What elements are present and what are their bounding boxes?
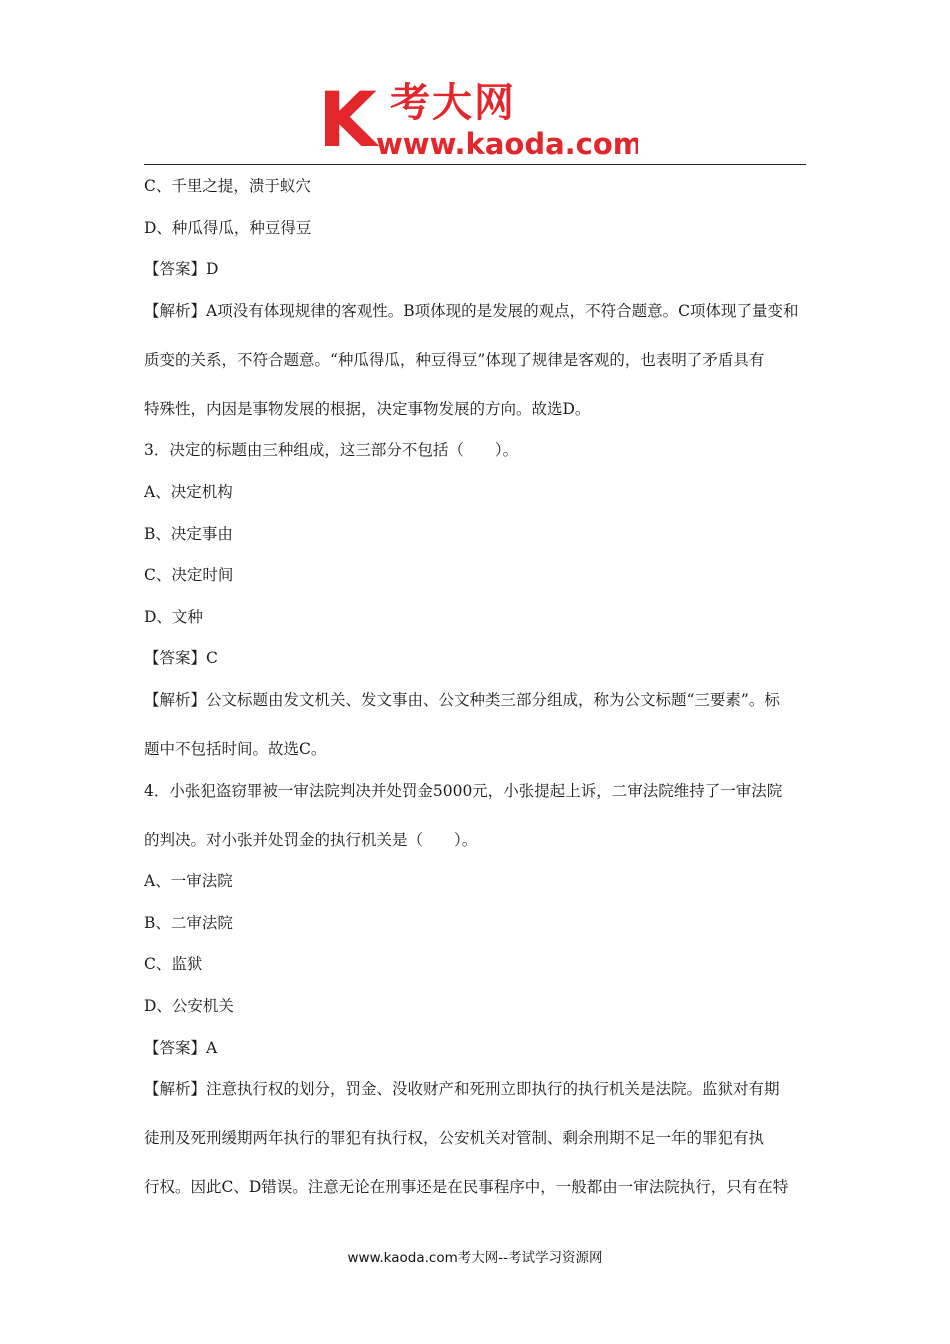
option-b: B、决定事由 bbox=[144, 524, 233, 543]
option-b: B、二审法院 bbox=[144, 913, 233, 932]
logo-url: www.kaoda.com bbox=[376, 127, 638, 160]
question-4: 4．小张犯盗窃罪被一审法院判决并处罚金5000元，小张提起上诉，二审法院维持了一审法院 bbox=[144, 781, 783, 800]
question-3: 3．决定的标题由三种组成，这三部分不包括（ ）。 bbox=[144, 441, 519, 460]
option-d: D、种瓜得瓜，种豆得豆 bbox=[144, 218, 312, 237]
logo-chinese-name: 考大网 bbox=[390, 80, 516, 126]
option-a: A、一审法院 bbox=[144, 872, 233, 891]
option-c: C、决定时间 bbox=[144, 566, 234, 585]
page-footer: www.kaoda.com考大网--考试学习资源网 bbox=[347, 1250, 603, 1266]
option-c: C、千里之提，溃于蚁穴 bbox=[144, 177, 311, 195]
analysis-text: 质变的关系，不符合题意。“种瓜得瓜，种豆得豆”体现了规律是客观的，也表明了矛盾具有 bbox=[144, 350, 765, 369]
kaoda-logo bbox=[318, 80, 638, 160]
answer-label: 【答案】C bbox=[144, 649, 218, 668]
option-a: A、决定机构 bbox=[144, 482, 233, 501]
analysis-text: 行权。因此C、D错误。注意无论在刑事还是在民事程序中，一般都由一审法院执行，只有在特 bbox=[144, 1178, 789, 1197]
header-rule bbox=[144, 164, 806, 165]
option-c: C、监狱 bbox=[144, 955, 203, 974]
option-d: D、文种 bbox=[144, 607, 203, 626]
analysis-text: 【解析】注意执行权的划分，罚金、没收财产和死刑立即执行的执行机关是法院。监狱对有期 bbox=[144, 1080, 780, 1099]
analysis-text: 【解析】公文标题由发文机关、发文事由、公文种类三部分组成，称为公文标题“三要素”。标 bbox=[144, 690, 780, 709]
logo-letter: K bbox=[318, 80, 377, 160]
answer-label: 【答案】D bbox=[144, 260, 219, 279]
analysis-text: 徒刑及死刑缓期两年执行的罪犯有执行权，公安机关对管制、剩余刑期不足一年的罪犯有执 bbox=[144, 1129, 765, 1148]
kaoda-logo-graphic bbox=[318, 80, 638, 160]
answer-label: 【答案】A bbox=[144, 1038, 218, 1057]
analysis-text: 特殊性，内因是事物发展的根据，决定事物发展的方向。故选D。 bbox=[144, 399, 591, 418]
question-4: 的判决。对小张并处罚金的执行机关是（ ）。 bbox=[144, 830, 478, 849]
option-d: D、公安机关 bbox=[144, 996, 234, 1015]
document-body bbox=[144, 174, 806, 1199]
analysis-text: 【解析】A项没有体现规律的客观性。B项体现的是发展的观点，不符合题意。C项体现了量变和 bbox=[144, 301, 799, 320]
analysis-text: 题中不包括时间。故选C。 bbox=[144, 739, 327, 758]
